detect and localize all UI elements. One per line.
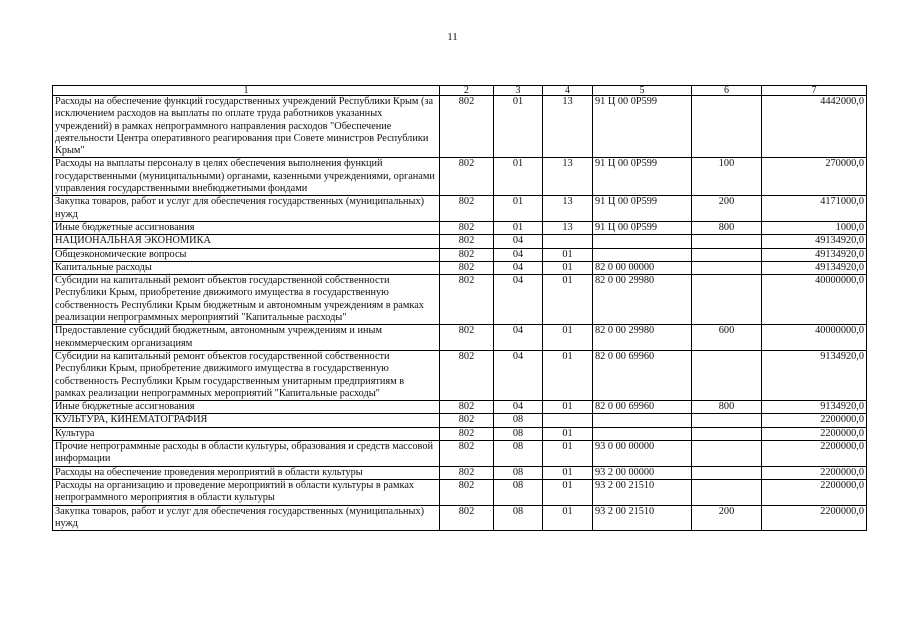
- expense-name: КУЛЬТУРА, КИНЕМАТОГРАФИЯ: [53, 414, 440, 427]
- ministry-code: 802: [440, 275, 494, 325]
- target-article-code: [593, 427, 692, 440]
- subsection-code: 01: [543, 350, 593, 400]
- section-code: 01: [494, 221, 543, 234]
- amount: 2200000,0: [762, 505, 867, 531]
- subsection-code: 01: [543, 479, 593, 505]
- expense-type-code: 100: [692, 158, 762, 196]
- ministry-code: 802: [440, 158, 494, 196]
- expense-type-code: 800: [692, 401, 762, 414]
- ministry-code: 802: [440, 196, 494, 222]
- ministry-code: 802: [440, 401, 494, 414]
- section-code: 08: [494, 505, 543, 531]
- expense-type-code: 600: [692, 325, 762, 351]
- amount: 9134920,0: [762, 350, 867, 400]
- section-code: 04: [494, 248, 543, 261]
- section-code: 08: [494, 466, 543, 479]
- target-article-code: 82 0 00 29980: [593, 275, 692, 325]
- section-code: 08: [494, 427, 543, 440]
- column-number-6: 6: [692, 86, 762, 96]
- column-number-3: 3: [494, 86, 543, 96]
- expense-name: Прочие непрограммные расходы в области культуры, образования и средств массовой информации: [53, 441, 440, 467]
- ministry-code: 802: [440, 96, 494, 158]
- amount: 4442000,0: [762, 96, 867, 158]
- table-row: [53, 275, 867, 325]
- target-article-code: [593, 414, 692, 427]
- column-number-4: 4: [543, 86, 593, 96]
- ministry-code: 802: [440, 427, 494, 440]
- amount: 270000,0: [762, 158, 867, 196]
- amount: 2200000,0: [762, 479, 867, 505]
- subsection-code: 01: [543, 441, 593, 467]
- table-row: [53, 196, 867, 222]
- expense-name: Иные бюджетные ассигнования: [53, 221, 440, 234]
- target-article-code: 93 2 00 21510: [593, 479, 692, 505]
- subsection-code: 13: [543, 196, 593, 222]
- budget-table: [52, 85, 867, 531]
- expense-type-code: 200: [692, 196, 762, 222]
- table-row: [53, 427, 867, 440]
- section-code: 01: [494, 96, 543, 158]
- amount: 49134920,0: [762, 261, 867, 274]
- expense-type-code: [692, 248, 762, 261]
- ministry-code: 802: [440, 414, 494, 427]
- expense-type-code: [692, 275, 762, 325]
- subsection-code: [543, 235, 593, 248]
- ministry-code: 802: [440, 505, 494, 531]
- section-code: 08: [494, 441, 543, 467]
- expense-name: Расходы на выплаты персоналу в целях обеспечения выполнения функций государственными (муниципальными) органами, казенными учреждениями, органами управления государственными внебюджетными фондами: [53, 158, 440, 196]
- table-row: [53, 325, 867, 351]
- ministry-code: 802: [440, 325, 494, 351]
- subsection-code: 01: [543, 248, 593, 261]
- expense-type-code: [692, 414, 762, 427]
- section-code: 01: [494, 158, 543, 196]
- expense-type-code: [692, 441, 762, 467]
- expense-name: НАЦИОНАЛЬНАЯ ЭКОНОМИКА: [53, 235, 440, 248]
- section-code: 04: [494, 261, 543, 274]
- table-row: [53, 235, 867, 248]
- target-article-code: 91 Ц 00 0Р599: [593, 221, 692, 234]
- expense-type-code: [692, 350, 762, 400]
- table-row: [53, 401, 867, 414]
- target-article-code: [593, 235, 692, 248]
- table-row: [53, 248, 867, 261]
- amount: 1000,0: [762, 221, 867, 234]
- subsection-code: 13: [543, 221, 593, 234]
- target-article-code: 82 0 00 69960: [593, 350, 692, 400]
- ministry-code: 802: [440, 235, 494, 248]
- table-row: [53, 414, 867, 427]
- section-code: 08: [494, 414, 543, 427]
- target-article-code: 91 Ц 00 0Р599: [593, 158, 692, 196]
- subsection-code: [543, 414, 593, 427]
- table-row: [53, 441, 867, 467]
- expense-name: Расходы на организацию и проведение мероприятий в области культуры в рамках непрограммного мероприятия в области культуры: [53, 479, 440, 505]
- section-code: 04: [494, 325, 543, 351]
- section-code: 04: [494, 401, 543, 414]
- target-article-code: 91 Ц 00 0Р599: [593, 96, 692, 158]
- expense-name: Иные бюджетные ассигнования: [53, 401, 440, 414]
- ministry-code: 802: [440, 350, 494, 400]
- ministry-code: 802: [440, 221, 494, 234]
- target-article-code: 82 0 00 29980: [593, 325, 692, 351]
- expense-type-code: [692, 261, 762, 274]
- section-code: 08: [494, 479, 543, 505]
- target-article-code: 93 2 00 21510: [593, 505, 692, 531]
- target-article-code: 82 0 00 69960: [593, 401, 692, 414]
- expense-type-code: 200: [692, 505, 762, 531]
- expense-name: Расходы на обеспечение функций государственных учреждений Республики Крым (за исключением расходов на выплаты по оплате труда работников указанных учреждений) в рамках непрограммного направления расходов "Обеспечение деятельности Центра оперативного реагирования при Совете министров Республики Крым": [53, 96, 440, 158]
- expense-name: Общеэкономические вопросы: [53, 248, 440, 261]
- subsection-code: 13: [543, 96, 593, 158]
- ministry-code: 802: [440, 441, 494, 467]
- amount: 2200000,0: [762, 466, 867, 479]
- table-row: [53, 505, 867, 531]
- expense-type-code: [692, 466, 762, 479]
- subsection-code: 01: [543, 261, 593, 274]
- column-number-5: 5: [593, 86, 692, 96]
- ministry-code: 802: [440, 479, 494, 505]
- expense-type-code: [692, 96, 762, 158]
- expense-name: Закупка товаров, работ и услуг для обеспечения государственных (муниципальных) нужд: [53, 505, 440, 531]
- table-body: [53, 96, 867, 531]
- table-row: [53, 158, 867, 196]
- subsection-code: 13: [543, 158, 593, 196]
- target-article-code: 93 2 00 00000: [593, 466, 692, 479]
- amount: 40000000,0: [762, 275, 867, 325]
- expense-type-code: 800: [692, 221, 762, 234]
- amount: 40000000,0: [762, 325, 867, 351]
- section-code: 04: [494, 235, 543, 248]
- target-article-code: 93 0 00 00000: [593, 441, 692, 467]
- expense-name: Субсидии на капитальный ремонт объектов государственной собственности Республики Крым, приобретение движимого имущества в государственную собственность Республики Крым бюджетным и автономным учреждениям в рамках реализации непрограммных мероприятий "Капитальные расходы": [53, 275, 440, 325]
- expense-name: Закупка товаров, работ и услуг для обеспечения государственных (муниципальных) нужд: [53, 196, 440, 222]
- column-number-2: 2: [440, 86, 494, 96]
- section-code: 04: [494, 275, 543, 325]
- amount: 49134920,0: [762, 248, 867, 261]
- page-number: 11: [447, 31, 458, 43]
- expense-name: Капитальные расходы: [53, 261, 440, 274]
- target-article-code: 82 0 00 00000: [593, 261, 692, 274]
- subsection-code: 01: [543, 275, 593, 325]
- expense-name: Культура: [53, 427, 440, 440]
- subsection-code: 01: [543, 466, 593, 479]
- amount: 49134920,0: [762, 235, 867, 248]
- table-header-row: [53, 86, 867, 96]
- subsection-code: 01: [543, 427, 593, 440]
- amount: 4171000,0: [762, 196, 867, 222]
- ministry-code: 802: [440, 248, 494, 261]
- subsection-code: 01: [543, 401, 593, 414]
- table-row: [53, 261, 867, 274]
- section-code: 04: [494, 350, 543, 400]
- table-row: [53, 96, 867, 158]
- ministry-code: 802: [440, 261, 494, 274]
- expense-name: Субсидии на капитальный ремонт объектов государственной собственности Республики Крым, приобретение движимого имущества в государственную собственность Республики Крым государственным унитарным предприятиям в рамках реализации непрограммных мероприятий "Капитальные расходы": [53, 350, 440, 400]
- table-row: [53, 479, 867, 505]
- amount: 2200000,0: [762, 427, 867, 440]
- ministry-code: 802: [440, 466, 494, 479]
- expense-type-code: [692, 479, 762, 505]
- table-row: [53, 466, 867, 479]
- expense-type-code: [692, 427, 762, 440]
- column-number-1: 1: [53, 86, 440, 96]
- expense-name: Предоставление субсидий бюджетным, автономным учреждениям и иным некоммерческим организациям: [53, 325, 440, 351]
- section-code: 01: [494, 196, 543, 222]
- target-article-code: [593, 248, 692, 261]
- amount: 2200000,0: [762, 441, 867, 467]
- amount: 9134920,0: [762, 401, 867, 414]
- expense-type-code: [692, 235, 762, 248]
- table-row: [53, 221, 867, 234]
- subsection-code: 01: [543, 505, 593, 531]
- column-number-7: 7: [762, 86, 867, 96]
- amount: 2200000,0: [762, 414, 867, 427]
- target-article-code: 91 Ц 00 0Р599: [593, 196, 692, 222]
- table-row: [53, 350, 867, 400]
- subsection-code: 01: [543, 325, 593, 351]
- expense-name: Расходы на обеспечение проведения мероприятий в области культуры: [53, 466, 440, 479]
